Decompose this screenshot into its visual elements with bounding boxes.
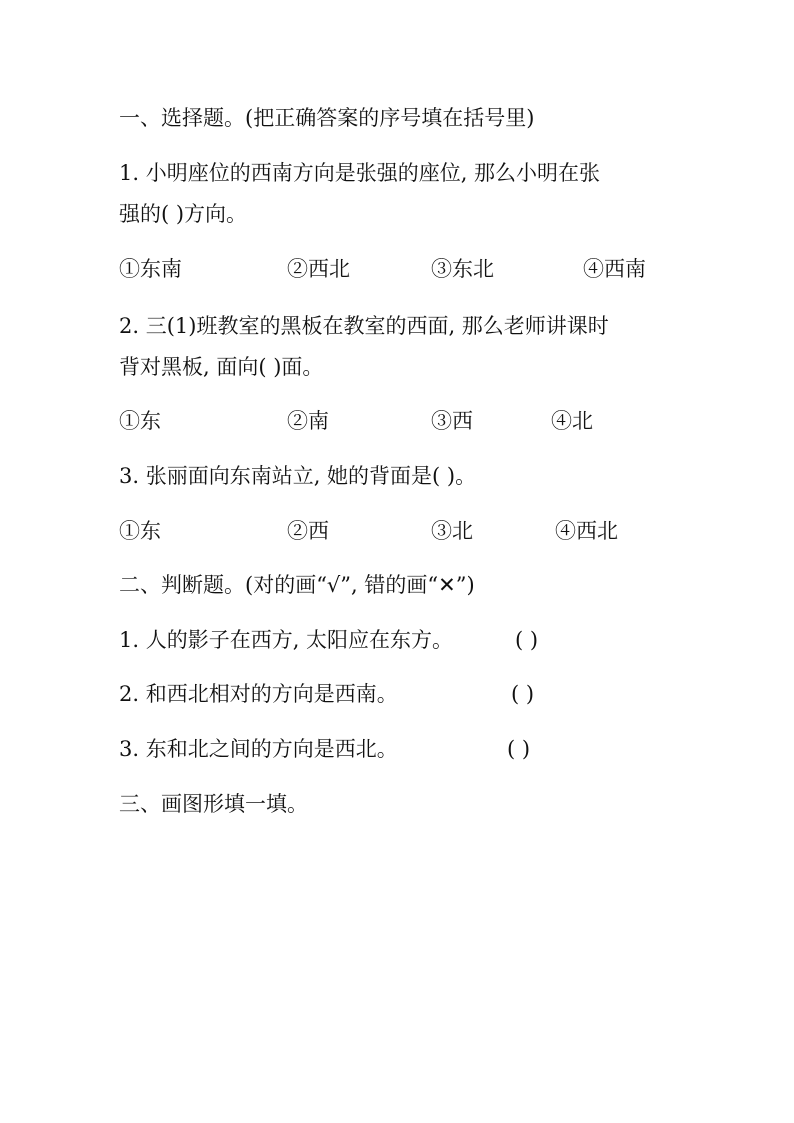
q3-option-1: ①东 [119,519,161,543]
q1-option-1: ①东南 [119,257,182,281]
q3-option-4: ④西北 [555,519,618,543]
section1-heading: 一、选择题。(把正确答案的序号填在括号里) [119,106,535,130]
q1-line1: 1. 小明座位的西南方向是张强的座位, 那么小明在张 [119,161,601,185]
q2-line1: 2. 三(1)班教室的黑板在教室的西面, 那么老师讲课时 [119,314,609,338]
tf-item-2-text: 2. 和西北相对的方向是西南。 [119,682,398,706]
q1-option-2: ②西北 [287,257,350,281]
section2-heading: 二、判断题。(对的画“√”, 错的画“✕”) [119,573,475,597]
tf-item-1-text: 1. 人的影子在西方, 太阳应在东方。 [119,628,454,652]
q2-option-3: ③西 [431,409,473,433]
tf-item-3-answer-blank[interactable]: ( ) [507,737,531,761]
q1-line2: 强的( )方向。 [119,202,248,226]
q3-line1: 3. 张丽面向东南站立, 她的背面是( )。 [119,464,477,488]
q2-option-1: ①东 [119,409,161,433]
q3-option-3: ③北 [431,519,473,543]
q3-option-2: ②西 [287,519,329,543]
tf-item-3-text: 3. 东和北之间的方向是西北。 [119,737,398,761]
q2-option-2: ②南 [287,409,329,433]
tf-item-2-answer-blank[interactable]: ( ) [511,682,535,706]
q2-line2: 背对黑板, 面向( )面。 [119,355,324,379]
q1-option-3: ③东北 [431,257,494,281]
q2-option-4: ④北 [551,409,593,433]
section3-heading: 三、画图形填一填。 [119,792,308,816]
q1-option-4: ④西南 [583,257,646,281]
tf-item-1-answer-blank[interactable]: ( ) [515,628,539,652]
